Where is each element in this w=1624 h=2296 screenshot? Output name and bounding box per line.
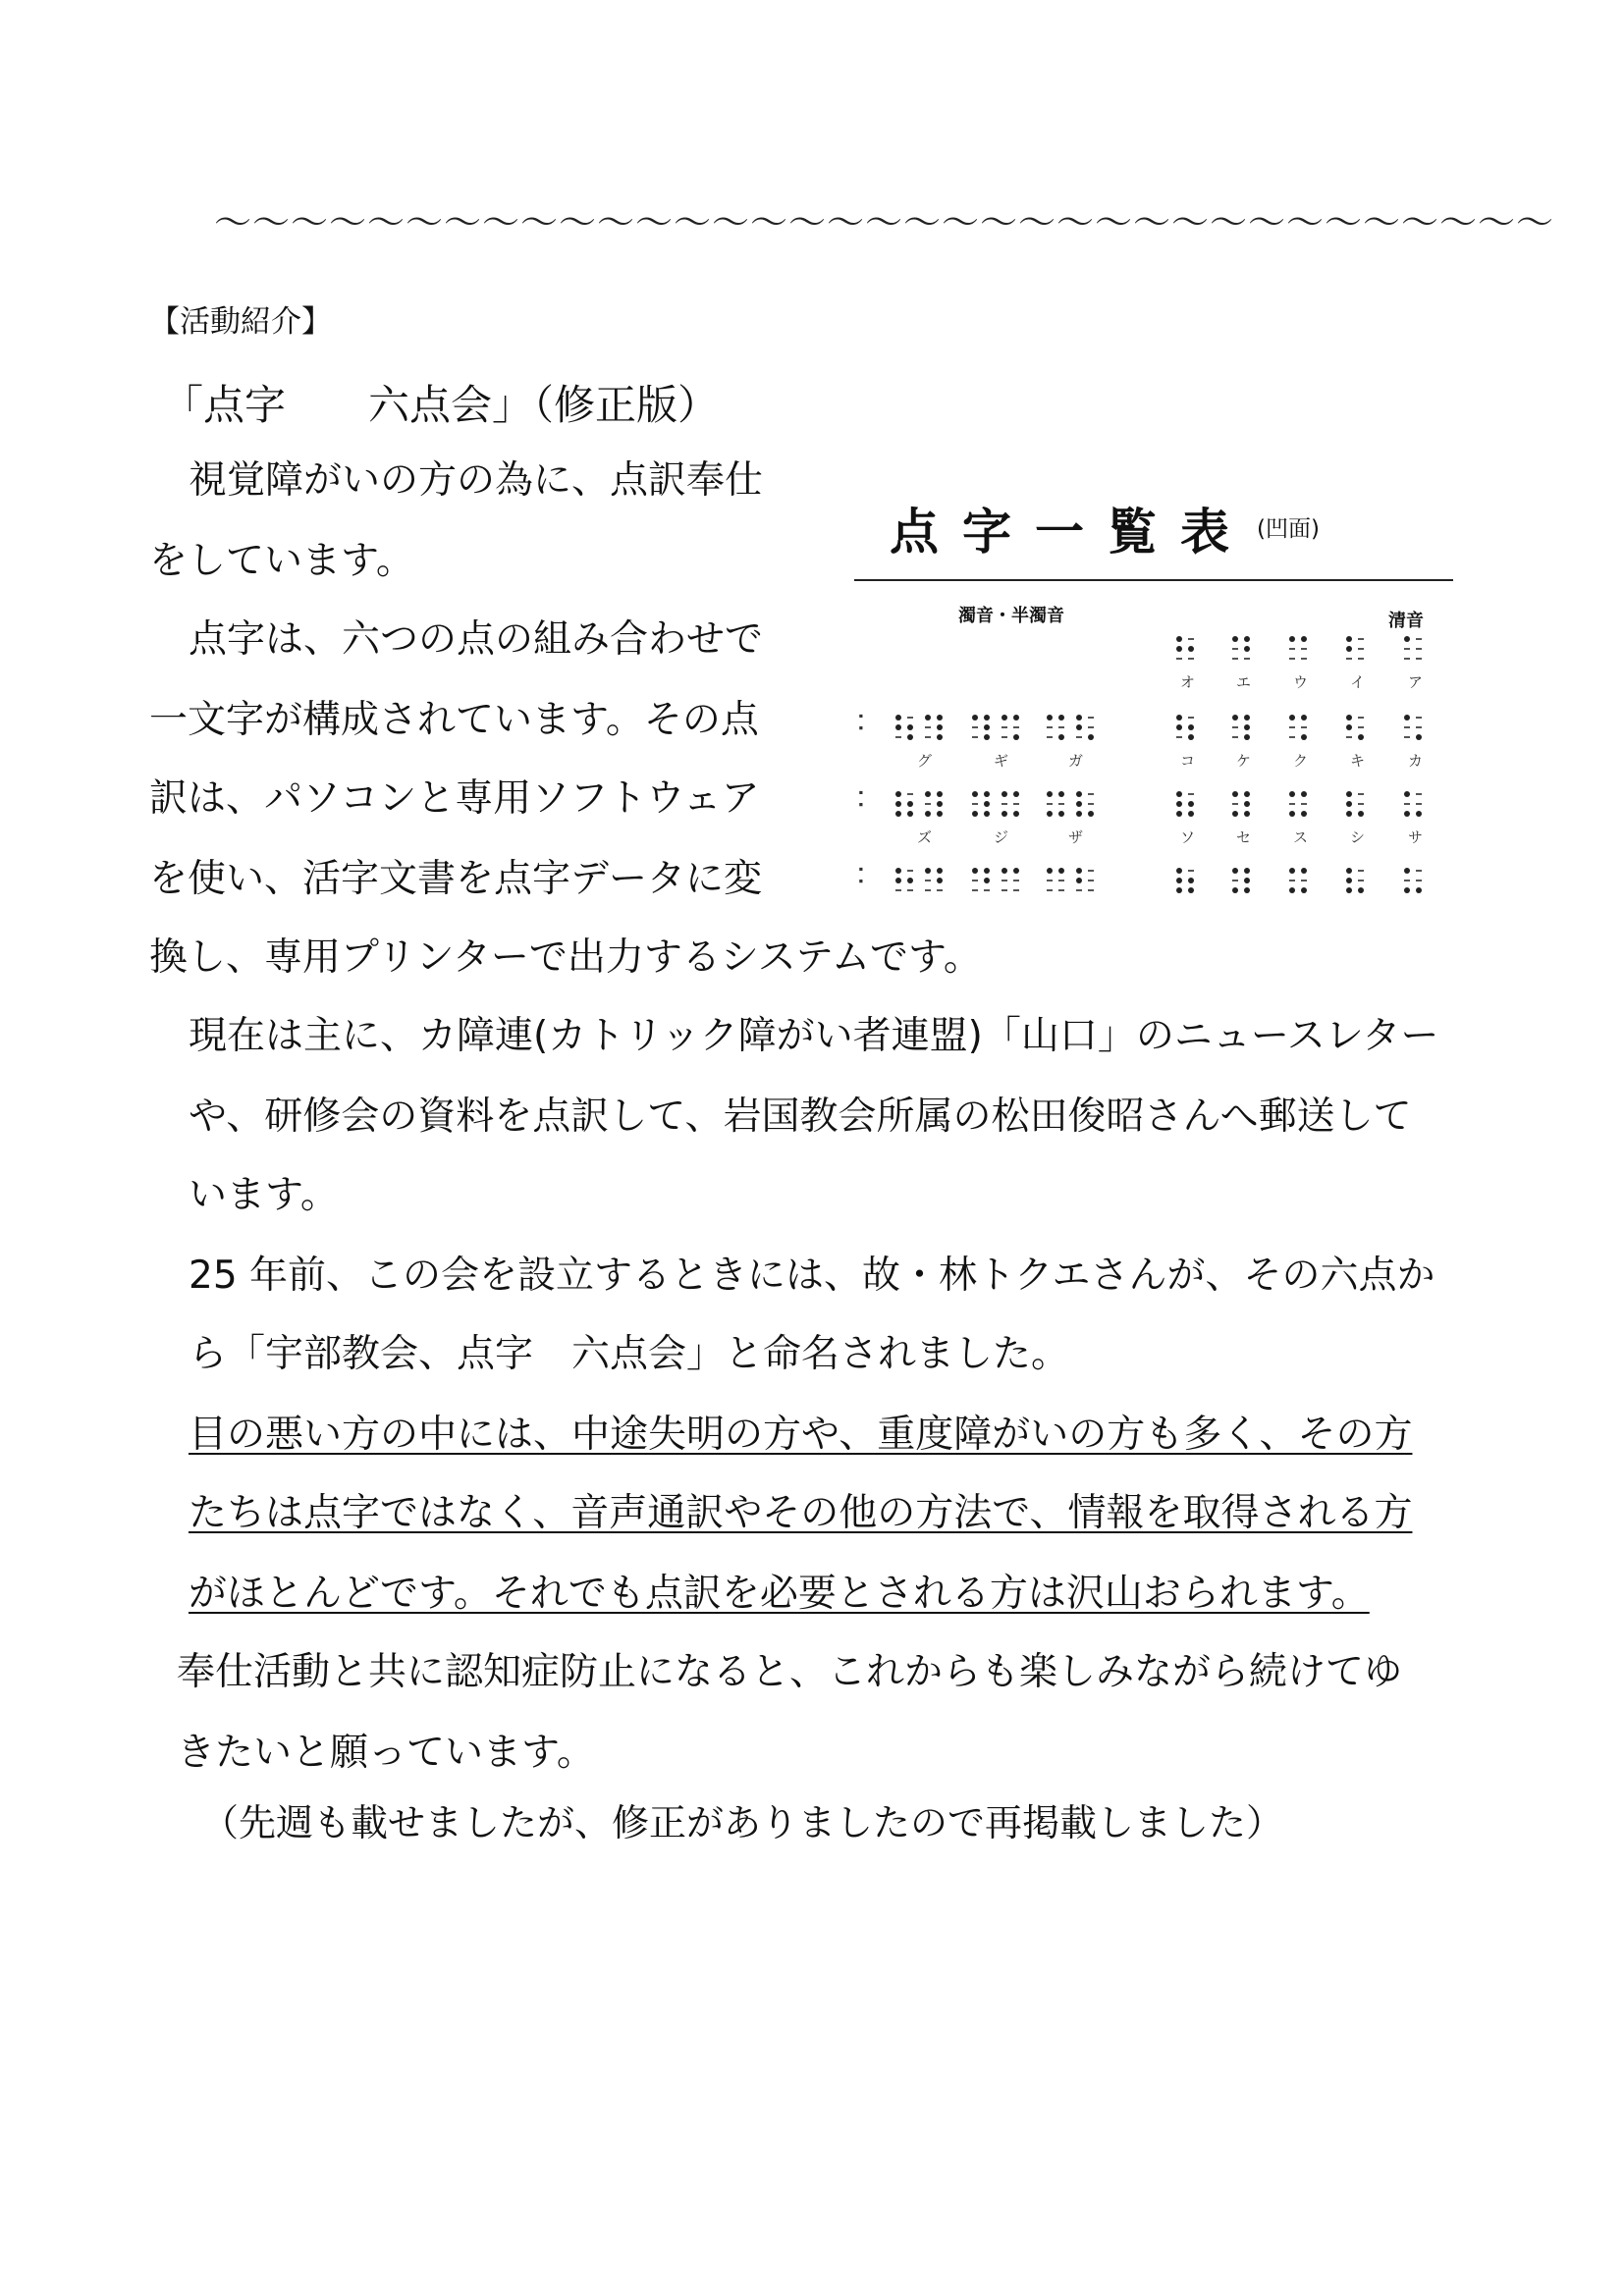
- paragraph-line: を使い、活字文書を点字データに変: [149, 857, 763, 901]
- braille-cell: [1346, 868, 1368, 895]
- braille-cell: [895, 791, 917, 819]
- braille-cell: [1346, 791, 1368, 819]
- figure-subtitle: (凹面): [1257, 516, 1320, 542]
- kana-label: ザ: [1068, 828, 1084, 846]
- braille-cell: [1176, 791, 1198, 819]
- braille-cell: [925, 791, 947, 819]
- kana-label: コ: [1180, 752, 1196, 770]
- braille-cell: [1176, 636, 1198, 664]
- paragraph-line: 現在は主に、カ障連(カトリック障がい者連盟)「山口」のニュースレター: [189, 1014, 1439, 1058]
- section-label: 【活動紹介】: [149, 304, 332, 340]
- braille-cell: [1404, 636, 1426, 664]
- kana-label: ア: [1408, 673, 1424, 691]
- braille-cell: [1001, 868, 1023, 895]
- article-title: 「点字 六点会」（修正版）: [162, 381, 720, 429]
- braille-cell: [1176, 868, 1198, 895]
- wave-divider: ～～～～～～～～～～～～～～～～～～～～～～～～～～～～～～～～～～～: [214, 201, 1555, 244]
- paragraph-line: 25 年前、この会を設立するときには、故・林トクエさんが、その六点か: [189, 1254, 1435, 1298]
- kana-label: イ: [1350, 673, 1366, 691]
- braille-cell: [1404, 715, 1426, 742]
- kana-label: キ: [1350, 752, 1366, 770]
- braille-cell: [1001, 715, 1023, 742]
- paragraph-line: います。: [189, 1173, 339, 1217]
- braille-cell: [895, 868, 917, 895]
- braille-cell: [972, 715, 994, 742]
- braille-cell: [1076, 791, 1098, 819]
- braille-cell: [1076, 715, 1098, 742]
- braille-cell: [1232, 715, 1254, 742]
- paragraph-line: 換し、専用プリンターで出力するシステムです。: [149, 935, 982, 980]
- kana-label: ギ: [994, 752, 1009, 770]
- paragraph-line: ら「宇部教会、点字 六点会」と命名されました。: [189, 1332, 1070, 1376]
- paragraph-line: 点字は、六つの点の組み合わせで: [189, 617, 764, 662]
- revision-note: （先週も載せましたが、修正がありましたので再掲載しました）: [201, 1801, 1284, 1844]
- paragraph-line: きたいと願っています。: [177, 1731, 595, 1775]
- braille-cell: [1404, 868, 1426, 895]
- kana-label: ウ: [1293, 673, 1309, 691]
- figure-divider: [854, 579, 1453, 581]
- braille-cell: [1076, 868, 1098, 895]
- braille-cell: [1346, 715, 1368, 742]
- kana-label: セ: [1236, 828, 1252, 846]
- braille-cell: [925, 715, 947, 742]
- kana-label: オ: [1180, 673, 1196, 691]
- paragraph-line: 一文字が構成されています。その点: [149, 698, 759, 742]
- kana-label: ケ: [1236, 752, 1252, 770]
- heading-seion: 清音: [1388, 611, 1424, 631]
- braille-cell: [1232, 868, 1254, 895]
- kana-label: ス: [1293, 828, 1309, 846]
- braille-cell: [1047, 715, 1068, 742]
- braille-cell: [925, 868, 947, 895]
- braille-cell: [1047, 868, 1068, 895]
- braille-cell: [1346, 636, 1368, 664]
- kana-label: カ: [1408, 752, 1424, 770]
- braille-cell: [1001, 791, 1023, 819]
- paragraph-line: 視覚障がいの方の為に、点訳奉仕: [189, 458, 764, 503]
- braille-cell: [1289, 868, 1311, 895]
- braille-cell: [895, 715, 917, 742]
- underlined-line: たちは点字ではなく、音声通訳やその他の方法で、情報を取得される方: [189, 1491, 1413, 1535]
- braille-chart-figure: [852, 471, 1461, 903]
- kana-label: サ: [1408, 828, 1424, 846]
- braille-cell: [1047, 791, 1068, 819]
- heading-dakuon: 濁音・半濁音: [958, 606, 1064, 626]
- kana-label: ジ: [994, 828, 1009, 846]
- braille-cell: [972, 868, 994, 895]
- kana-label: グ: [917, 752, 933, 770]
- paragraph-line: や、研修会の資料を点訳して、岩国教会所属の松田俊昭さんへ郵送して: [189, 1095, 1412, 1139]
- kana-label: ズ: [917, 828, 933, 846]
- underlined-line: 目の悪い方の中には、中途失明の方や、重度障がいの方も多く、その方: [189, 1413, 1413, 1457]
- paragraph-line: をしています。: [149, 539, 414, 583]
- paragraph-line: 奉仕活動と共に認知症防止になると、これからも楽しみながら続けてゆ: [177, 1650, 1403, 1694]
- paragraph-line: 訳は、パソコンと専用ソフトウェア: [149, 776, 760, 821]
- kana-label: ク: [1293, 752, 1309, 770]
- braille-marker: ⠅: [856, 866, 873, 890]
- kana-label: ソ: [1180, 828, 1196, 846]
- braille-cell: [1232, 636, 1254, 664]
- braille-marker: ⠅: [856, 713, 873, 737]
- figure-title: 点字一覧表: [890, 504, 1253, 561]
- braille-cell: [972, 791, 994, 819]
- braille-cell: [1176, 715, 1198, 742]
- braille-marker: ⠅: [856, 789, 873, 814]
- braille-cell: [1232, 791, 1254, 819]
- braille-cell: [1289, 715, 1311, 742]
- braille-cell: [1404, 791, 1426, 819]
- underlined-line: がほとんどです。それでも点訳を必要とされる方は沢山おられます。: [189, 1572, 1370, 1616]
- braille-cell: [1289, 636, 1311, 664]
- kana-label: ガ: [1068, 752, 1084, 770]
- braille-cell: [1289, 791, 1311, 819]
- kana-label: シ: [1350, 828, 1366, 846]
- kana-label: エ: [1236, 673, 1252, 691]
